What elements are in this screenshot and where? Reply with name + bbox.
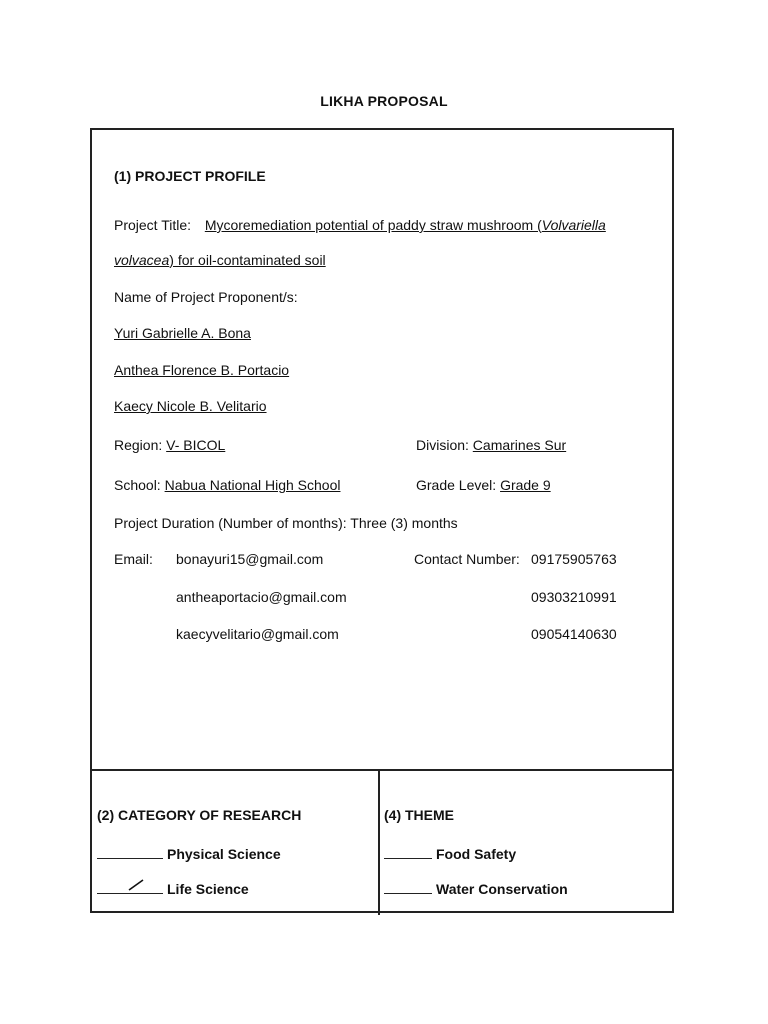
category-item-physical-science	[97, 842, 281, 863]
email-2: antheaportacio@gmail.com	[176, 589, 347, 605]
division-value: Camarines Sur	[472, 437, 567, 453]
theme-label-water-conservation: Water Conservation	[436, 881, 568, 897]
proponents-label: Name of Project Proponent/s:	[114, 289, 298, 305]
project-title-line-1	[114, 216, 606, 234]
grade-level-label: Grade Level:	[416, 477, 497, 493]
theme-item-food-safety	[384, 842, 516, 863]
school-field	[114, 476, 340, 494]
project-title-value-italic2: volvacea	[114, 252, 170, 268]
contact-label: Contact Number:	[414, 551, 520, 567]
region-field	[114, 436, 225, 454]
project-title-line-2	[114, 251, 326, 269]
theme-checkbox-water-conservation[interactable]	[384, 877, 432, 894]
category-item-life-science	[97, 877, 249, 898]
theme-heading: (4) THEME	[384, 807, 454, 823]
contact-number-3: 09054140630	[531, 626, 617, 642]
proponent-1: Yuri Gabrielle A. Bona	[114, 325, 251, 341]
theme-label-food-safety: Food Safety	[436, 846, 517, 862]
project-title-value-part1: Mycoremediation potential of paddy straw mushroom (	[204, 217, 542, 233]
division-label: Division:	[416, 437, 469, 453]
project-profile-heading: (1) PROJECT PROFILE	[114, 168, 266, 184]
email-1: bonayuri15@gmail.com	[176, 551, 324, 567]
category-label-physical-science: Physical Science	[167, 846, 281, 862]
email-label: Email:	[114, 551, 153, 567]
school-label: School:	[114, 477, 161, 493]
category-checkbox-life-science[interactable]	[97, 877, 163, 894]
region-label: Region:	[114, 437, 163, 453]
theme-checkbox-food-safety[interactable]	[384, 842, 432, 859]
project-title-value-italic1: Volvariella	[541, 217, 606, 233]
project-title-value-part2: ) for oil-contaminated soil	[169, 252, 326, 268]
category-label-life-science: Life Science	[167, 881, 249, 897]
section-divider-vertical	[378, 769, 380, 915]
contact-number-2: 09303210991	[531, 589, 617, 605]
school-value: Nabua National High School	[164, 477, 341, 493]
contact-number-1: 09175905763	[531, 551, 617, 567]
division-field	[416, 436, 566, 454]
email-3: kaecyvelitario@gmail.com	[176, 626, 339, 642]
check-mark-icon	[127, 878, 147, 892]
section-divider-horizontal	[92, 769, 672, 771]
theme-item-water-conservation	[384, 877, 568, 898]
category-checkbox-physical-science[interactable]	[97, 842, 163, 859]
grade-level-field	[416, 476, 551, 494]
project-title-label: Project Title:	[114, 217, 192, 233]
region-value: V- BICOL	[166, 437, 226, 453]
category-heading: (2) CATEGORY OF RESEARCH	[97, 807, 302, 823]
grade-level-value: Grade 9	[500, 477, 551, 493]
proponent-2: Anthea Florence B. Portacio	[114, 362, 290, 378]
project-duration: Project Duration (Number of months): Three (3) months	[114, 515, 458, 531]
proponent-3: Kaecy Nicole B. Velitario	[114, 398, 267, 414]
document-title: LIKHA PROPOSAL	[320, 93, 448, 109]
